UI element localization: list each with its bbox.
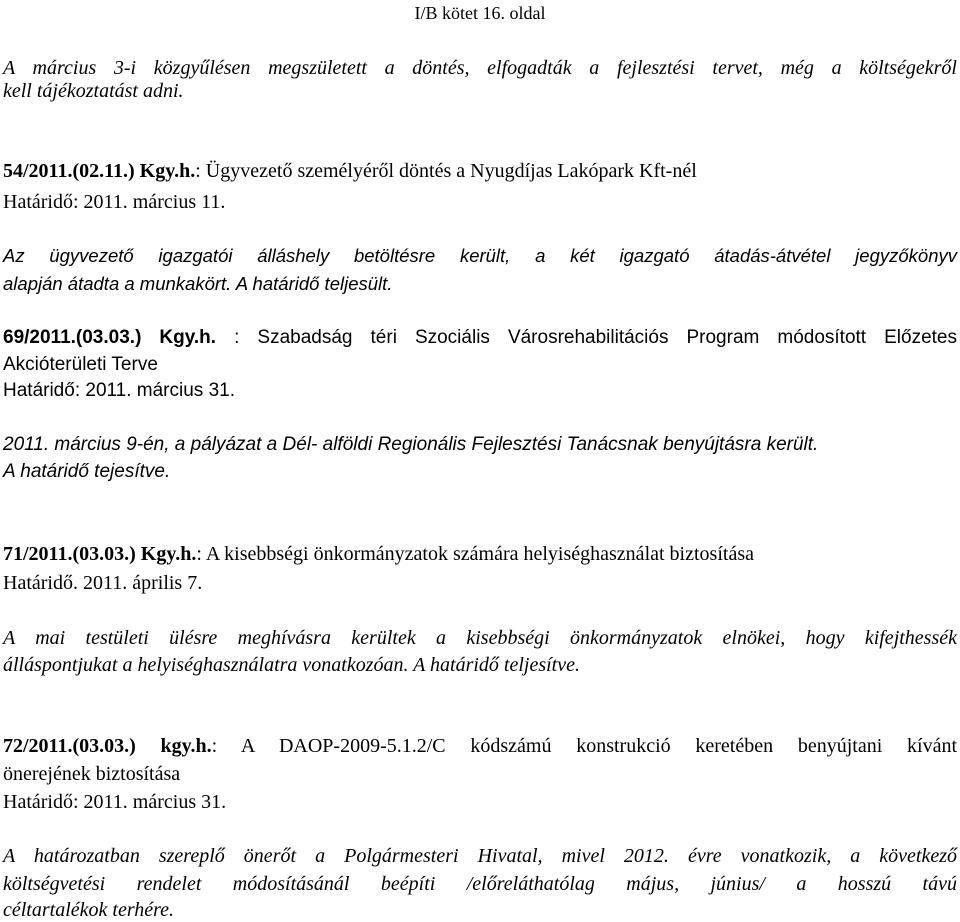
item-69-report-line-2: A határidő tejesítve. <box>3 461 171 482</box>
item-69-report-line-1: 2011. március 9-én, a pályázat a Dél- alföldi Regionális Fejlesztési Tanácsnak benyújtásra került. <box>3 434 819 455</box>
intro-line-2: kell tájékoztatást adni. <box>3 80 184 102</box>
item-71-title: : A kisebbségi önkormányzatok számára helyiséghasználat biztosítása <box>196 543 754 565</box>
intro-line-1: A március 3-i közgyűlésen megszületett a döntés, elfogadták a fejlesztési tervet, még a költségekről <box>3 57 957 79</box>
item-72-heading-line-1 <box>3 734 957 758</box>
item-71-report-line-2: álláspontjukat a helyiséghasználatra vonatkozóan. A határidő teljesítve. <box>3 654 580 676</box>
item-72-report-line-2: költségvetési rendelet módosításánál beépíti /előreláthatólag május, június/ a hosszú távú <box>3 873 957 895</box>
item-54-title: : Ügyvezető személyéről döntés a Nyugdíjas Lakópark Kft-nél <box>195 160 697 182</box>
item-72-title-1: : A DAOP-2009-5.1.2/C kódszámú konstrukció keretében benyújtani kívánt <box>211 735 957 757</box>
item-54-report-line-2: alapján átadta a munkakört. A határidő teljesült. <box>3 273 393 294</box>
item-71-deadline: Határidő. 2011. április 7. <box>3 572 203 594</box>
page-header: I/B kötet 16. oldal <box>414 3 546 23</box>
item-72-report-line-1: A határozatban szereplő önerőt a Polgármesteri Hivatal, mivel 2012. évre vonatkozik, a következő <box>3 845 957 867</box>
item-69-ref: 69/2011.(03.03.) Kgy.h. <box>3 327 217 348</box>
item-69-heading-line-1 <box>3 326 957 350</box>
item-69-title-line-2: Akcióterületi Terve <box>3 354 158 375</box>
item-72-ref: 72/2011.(03.03.) kgy.h. <box>3 735 212 757</box>
item-69-title-1: : Szabadság téri Szociális Városrehabilitációs Program módosított Előzetes <box>216 327 957 348</box>
item-71-heading <box>3 542 957 566</box>
item-72-report-line-3: céltartalékok terhére. <box>3 899 175 921</box>
item-54-heading <box>3 159 957 183</box>
item-71-ref: 71/2011.(03.03.) Kgy.h. <box>3 543 197 565</box>
item-69-deadline: Határidő: 2011. március 31. <box>3 380 235 401</box>
item-54-deadline: Határidő: 2011. március 11. <box>3 191 226 213</box>
item-71-report-line-1: A mai testületi ülésre meghívásra kerültek a kisebbségi önkormányzatok elnökei, hogy kifejthessék <box>3 627 957 649</box>
item-72-deadline: Határidő: 2011. március 31. <box>3 791 227 813</box>
item-54-report-line-1: Az ügyvezető igazgatói álláshely betöltésre került, a két igazgató átadás-átvétel jegyzőkönyv <box>3 245 957 266</box>
item-54-ref: 54/2011.(02.11.) Kgy.h. <box>3 160 196 182</box>
item-72-title-line-2: önerejének biztosítása <box>3 763 181 785</box>
